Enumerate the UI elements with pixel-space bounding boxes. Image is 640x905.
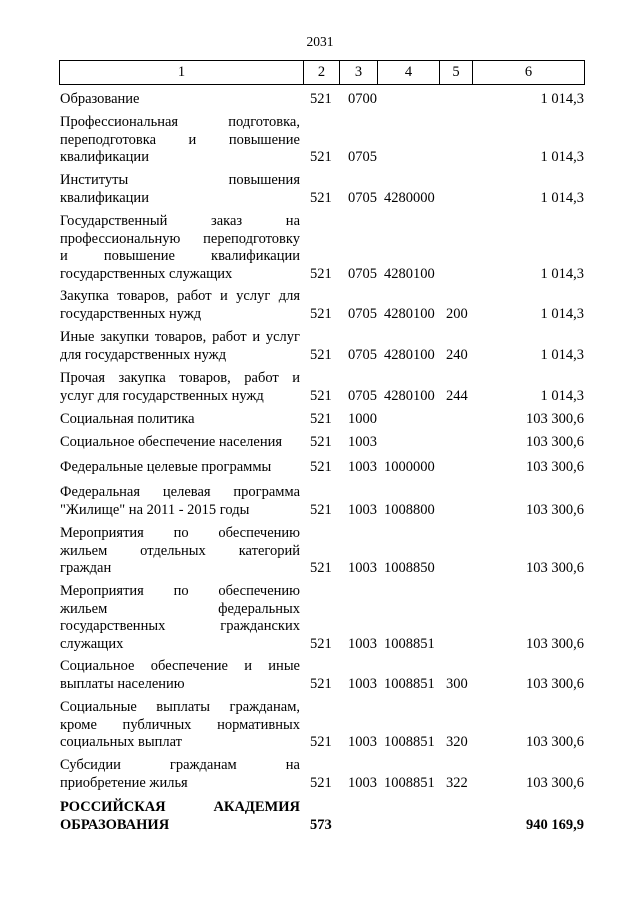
table-row [0, 288, 640, 323]
row-name-line: Образование [60, 91, 140, 107]
row-name [60, 329, 300, 364]
row-c2: 521 [310, 265, 332, 282]
row-c3: 1003 [348, 635, 377, 652]
row-c3: 1003 [348, 774, 377, 791]
table-row [0, 434, 640, 452]
row-name-line: служащих [60, 635, 124, 652]
row-name-line: Институты повышения [60, 172, 300, 188]
row-c2: 521 [310, 459, 332, 475]
row-c5: 200 [446, 305, 468, 322]
row-c2: 573 [310, 816, 332, 833]
row-name-line: Иные закупки товаров, работ и услуг [60, 329, 300, 345]
row-c4: 1008850 [384, 560, 435, 576]
row-c4: 1008851 [384, 675, 435, 692]
row-c2: 521 [310, 149, 332, 165]
row-c2: 521 [310, 501, 332, 518]
row-name-line: государственных нужд [60, 305, 202, 322]
row-c6: 103 300,6 [526, 635, 584, 652]
row-name-line: Социальные выплаты гражданам, [60, 699, 300, 715]
row-c6: 103 300,6 [526, 774, 584, 791]
row-c6: 1 014,3 [540, 305, 584, 322]
row-name-line: кроме публичных нормативных [60, 716, 300, 733]
row-name [60, 370, 300, 405]
row-c2: 521 [310, 189, 332, 206]
row-c3: 1000 [348, 411, 377, 427]
row-c2: 521 [310, 91, 332, 107]
row-name [60, 114, 300, 167]
table-row [0, 525, 640, 578]
row-name-line: Закупка товаров, работ и услуг для [60, 288, 300, 304]
table-row [0, 370, 640, 405]
row-name-line: Социальное обеспечение и иные [60, 658, 300, 674]
row-c5: 322 [446, 774, 468, 791]
row-name-line: государственных гражданских [60, 618, 300, 634]
row-name-line: Прочая закупка товаров, работ и [60, 370, 300, 386]
row-c4: 1008851 [384, 734, 435, 750]
row-c6: 1 014,3 [540, 346, 584, 363]
row-c3: 1003 [348, 675, 377, 692]
header-col-4: 4 [377, 61, 439, 84]
row-name [60, 757, 300, 792]
row-name-line: Мероприятия по обеспечению [60, 583, 300, 599]
row-name [60, 699, 300, 752]
row-name-line: социальных выплат [60, 734, 182, 750]
table-header [59, 60, 585, 85]
row-name [60, 525, 300, 578]
row-c6: 1 014,3 [540, 149, 584, 165]
header-col-5: 5 [439, 61, 472, 84]
row-name-line: Субсидии гражданам на [60, 757, 300, 773]
row-name-line: Государственный заказ на [60, 213, 300, 229]
row-c3: 0705 [348, 189, 377, 206]
row-c3: 1003 [348, 501, 377, 518]
row-c4: 4280100 [384, 265, 435, 282]
table-row [0, 213, 640, 283]
table-row [0, 799, 640, 834]
row-c3: 0705 [348, 387, 377, 404]
row-name-line: государственных служащих [60, 265, 233, 282]
row-c6: 103 300,6 [526, 434, 584, 450]
table-row [0, 484, 640, 519]
row-c4: 1008851 [384, 635, 435, 652]
row-c6: 1 014,3 [540, 91, 584, 107]
header-col-2: 2 [303, 61, 339, 84]
table-row [0, 411, 640, 429]
row-c4: 4280100 [384, 305, 435, 322]
row-name-line: "Жилище" на 2011 - 2015 годы [60, 501, 250, 518]
table-row [0, 329, 640, 364]
row-c6: 1 014,3 [540, 265, 584, 282]
row-c3: 1003 [348, 459, 377, 475]
row-name-line: ОБРАЗОВАНИЯ [60, 816, 170, 833]
header-col-3: 3 [339, 61, 377, 84]
row-c4: 1008851 [384, 774, 435, 791]
table-row [0, 172, 640, 207]
row-c3: 1003 [348, 560, 377, 576]
row-name-line: РОССИЙСКАЯ АКАДЕМИЯ [60, 799, 300, 815]
table-row [0, 757, 640, 792]
row-name-line: квалификации [60, 149, 149, 165]
row-c2: 521 [310, 387, 332, 404]
row-c2: 521 [310, 411, 332, 427]
row-c6: 103 300,6 [526, 560, 584, 576]
row-name-line: для государственных нужд [60, 346, 227, 363]
header-col-6: 6 [472, 61, 584, 84]
row-c4: 4280000 [384, 189, 435, 206]
row-name [60, 91, 300, 109]
row-c2: 521 [310, 560, 332, 576]
row-name-line: квалификации [60, 189, 149, 206]
row-c4: 1000000 [384, 459, 435, 475]
row-c6: 103 300,6 [526, 734, 584, 750]
row-name [60, 459, 300, 477]
row-c3: 0705 [348, 265, 377, 282]
row-name-line: переподготовка и повышение [60, 131, 300, 148]
row-c3: 0700 [348, 91, 377, 107]
row-name-line: Федеральная целевая программа [60, 484, 300, 500]
row-name [60, 172, 300, 207]
row-c2: 521 [310, 774, 332, 791]
row-name [60, 658, 300, 693]
row-c6: 1 014,3 [540, 189, 584, 206]
row-c5: 240 [446, 346, 468, 363]
row-name-line: услуг для государственных нужд [60, 387, 264, 404]
row-name-line: Мероприятия по обеспечению [60, 525, 300, 541]
row-name-line: жильем федеральных [60, 600, 300, 617]
row-name [60, 434, 300, 452]
row-name [60, 411, 300, 429]
row-name-line: Социальная политика [60, 411, 195, 427]
row-name-line: профессиональную переподготовку [60, 230, 300, 247]
row-c2: 521 [310, 434, 332, 450]
row-name-line: Профессиональная подготовка, [60, 114, 300, 130]
row-c3: 1003 [348, 734, 377, 750]
row-c6: 103 300,6 [526, 411, 584, 427]
table-row [0, 583, 640, 653]
row-c3: 1003 [348, 434, 377, 450]
row-c6: 940 169,9 [526, 816, 584, 833]
table-row [0, 699, 640, 752]
row-name-line: жильем отдельных категорий [60, 542, 300, 559]
table-row [0, 114, 640, 167]
row-name-line: выплаты населению [60, 675, 185, 692]
row-c2: 521 [310, 734, 332, 750]
row-c6: 103 300,6 [526, 501, 584, 518]
row-c6: 1 014,3 [540, 387, 584, 404]
row-name [60, 583, 300, 653]
row-c3: 0705 [348, 305, 377, 322]
row-c5: 320 [446, 734, 468, 750]
row-name-line: и повышение квалификации [60, 248, 300, 264]
row-c2: 521 [310, 635, 332, 652]
row-c3: 0705 [348, 346, 377, 363]
row-c5: 300 [446, 675, 468, 692]
row-name-line: Социальное обеспечение населения [60, 434, 283, 450]
row-c5: 244 [446, 387, 468, 404]
row-c4: 1008800 [384, 501, 435, 518]
row-name-line: приобретение жилья [60, 774, 188, 791]
row-name [60, 213, 300, 283]
header-col-1: 1 [177, 64, 186, 80]
table-row [0, 91, 640, 109]
row-c2: 521 [310, 305, 332, 322]
row-c6: 103 300,6 [526, 675, 584, 692]
row-c2: 521 [310, 346, 332, 363]
row-c6: 103 300,6 [526, 459, 584, 475]
row-name-line: Федеральные целевые программы [60, 459, 272, 475]
row-name-line: граждан [60, 560, 112, 576]
row-c2: 521 [310, 675, 332, 692]
row-name [60, 484, 300, 519]
row-c4: 4280100 [384, 346, 435, 363]
page-number: 2031 [306, 34, 334, 49]
row-c3: 0705 [348, 149, 377, 165]
row-c4: 4280100 [384, 387, 435, 404]
row-name [60, 799, 300, 834]
table-row [0, 658, 640, 693]
row-name [60, 288, 300, 323]
table-row [0, 459, 640, 477]
